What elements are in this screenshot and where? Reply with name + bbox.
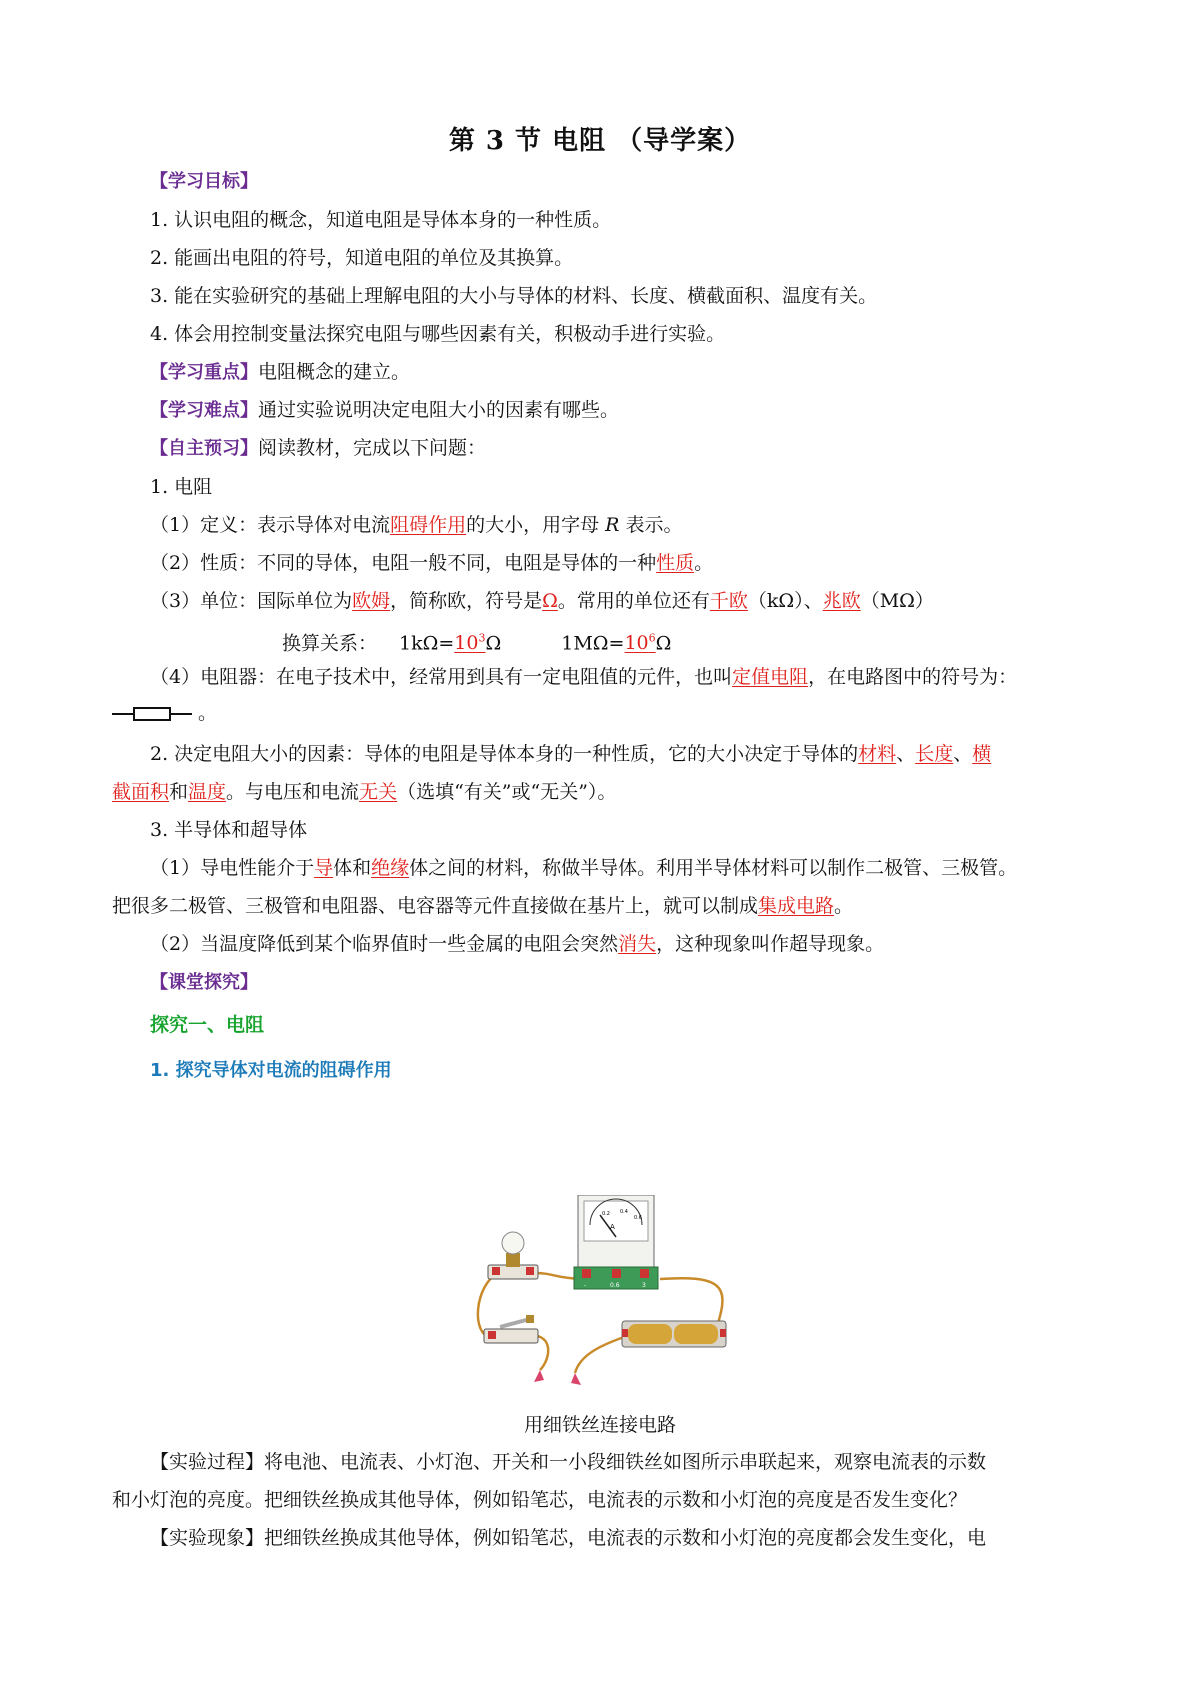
property-line: （2）性质：不同的导体，电阻一般不同，电阻是导体的一种性质。 (150, 552, 714, 574)
ammeter-icon (574, 1195, 658, 1289)
key-text: 电阻概念的建立。 (258, 361, 411, 383)
alligator-clip-icon (571, 1373, 581, 1385)
procedure-line: 【实验过程】将电池、电流表、小灯泡、开关和一小段细铁丝如图所示串联起来，观察电流表的示数 (150, 1451, 987, 1473)
unit-line: （3）单位：国际单位为欧姆，简称欧，符号是Ω。常用的单位还有千欧（kΩ）、兆欧（MΩ） (150, 590, 934, 612)
factors-line: 2. 决定电阻大小的因素：导体的电阻是导体本身的一种性质，它的大小决定于导体的材料、长度、横 (150, 743, 992, 765)
answer-blank: 温度 (188, 781, 227, 803)
alligator-clip-icon (534, 1370, 544, 1382)
factors-line-2: 截面积和温度。与电压和电流无关（选填“有关”或“无关”）。 (112, 781, 617, 803)
semiconductor-line-2: 把很多二极管、三极管和电阻器、电容器等元件直接做在基片上，就可以制成集成电路。 (112, 895, 854, 917)
meter-label: 0.6 (634, 1215, 642, 1221)
circuit-illustration (470, 1195, 780, 1395)
answer-blank: 导 (314, 857, 334, 879)
procedure-tag: 【实验过程】 (150, 1451, 265, 1473)
meter-label: 0.6 (610, 1282, 620, 1289)
goals-tag: 【学习目标】 (150, 171, 258, 192)
answer-blank: 绝缘 (371, 857, 410, 879)
answer-blank: $10^6$ (624, 632, 656, 655)
resistor-symbol-line: 。 (112, 700, 1102, 726)
definition-line: （1）定义：表示导体对电流阻碍作用的大小，用字母 R 表示。 (150, 514, 683, 536)
meter-label: - (584, 1282, 587, 1289)
meter-label: 0.4 (620, 1209, 628, 1215)
answer-blank: 性质 (656, 552, 695, 574)
figure-caption: 用细铁丝连接电路 (523, 1414, 676, 1436)
meter-label: A (610, 1223, 615, 1231)
superconductor-line: （2）当温度降低到某个临界值时一些金属的电阻会突然消失，这种现象叫作超导现象。 (150, 933, 885, 955)
answer-blank: $10^3$ (454, 632, 486, 655)
difficulty-point (150, 397, 1140, 424)
section-semiconductor: 3. 半导体和超导体 (150, 819, 308, 841)
answer-blank: 无关 (359, 781, 398, 803)
answer-blank: 千欧 (709, 590, 748, 612)
goal-item: 4. 体会用控制变量法探究电阻与哪些因素有关，积极动手进行实验。 (150, 323, 726, 345)
page-title: 第 3 节 电阻 （导学案） (448, 126, 752, 156)
meter-label: 0.2 (602, 1211, 610, 1217)
switch-icon (484, 1315, 538, 1343)
key-tag: 【学习重点】 (150, 362, 258, 383)
preview-text: 阅读教材，完成以下问题： (258, 437, 487, 459)
difficulty-text: 通过实验说明决定电阻大小的因素有哪些。 (258, 399, 620, 421)
meter-label: 3 (642, 1282, 646, 1289)
goal-item: 1. 认识电阻的概念，知道电阻是导体本身的一种性质。 (150, 209, 612, 231)
answer-blank: 欧姆 (352, 590, 391, 612)
answer-blank: Ω (542, 590, 558, 612)
section-resistance: 1. 电阻 (150, 476, 213, 498)
key-point (150, 359, 1140, 386)
procedure-line-2: 和小灯泡的亮度。把细铁丝换成其他导体，例如铅笔芯，电流表的示数和小灯泡的亮度是否发生变化？ (112, 1489, 968, 1511)
answer-blank: 阻碍作用 (390, 514, 467, 536)
answer-blank: 截面积 (112, 781, 170, 803)
light-bulb-icon (488, 1232, 538, 1279)
phenomenon-line: 【实验现象】把细铁丝换成其他导体，例如铅笔芯，电流表的示数和小灯泡的亮度都会发生变化，电 (150, 1527, 987, 1549)
explore-subheading: 1. 探究导体对电流的阻碍作用 (150, 1060, 392, 1081)
answer-blank: 兆欧 (822, 590, 861, 612)
answer-blank: 材料 (858, 743, 897, 765)
answer-blank: 横 (972, 743, 992, 765)
goal-item: 2. 能画出电阻的符号，知道电阻的单位及其换算。 (150, 247, 574, 269)
preview-tag: 【自主预习】 (150, 438, 258, 459)
answer-blank: 长度 (915, 743, 954, 765)
answer-blank: 集成电路 (758, 895, 835, 917)
resistor-line: （4）电阻器：在电子技术中，经常用到具有一定电阻值的元件，也叫定值电阻，在电路图中的符号为： (150, 666, 1018, 688)
semiconductor-line: （1）导电性能介于导体和绝缘体之间的材料，称做半导体。利用半导体材料可以制作二极管、三极管。 (150, 857, 1018, 879)
answer-blank: 消失 (618, 933, 657, 955)
goal-item: 3. 能在实验研究的基础上理解电阻的大小与导体的材料、长度、横截面积、温度有关。 (150, 285, 878, 307)
difficulty-tag: 【学习难点】 (150, 400, 258, 421)
conversion-line: 换算关系： $1k\Omega=10^3\Omega$ $1M\Omega=10^6\Omega$ (282, 632, 672, 655)
answer-blank: 定值电阻 (732, 666, 809, 688)
preview-heading (150, 435, 1140, 462)
explore-tag: 【课堂探究】 (150, 972, 258, 993)
resistor-symbol-icon (112, 704, 192, 724)
explore-heading: 探究一、电阻 (150, 1014, 265, 1036)
battery-icon (622, 1321, 726, 1347)
phenomenon-tag: 【实验现象】 (150, 1527, 265, 1549)
